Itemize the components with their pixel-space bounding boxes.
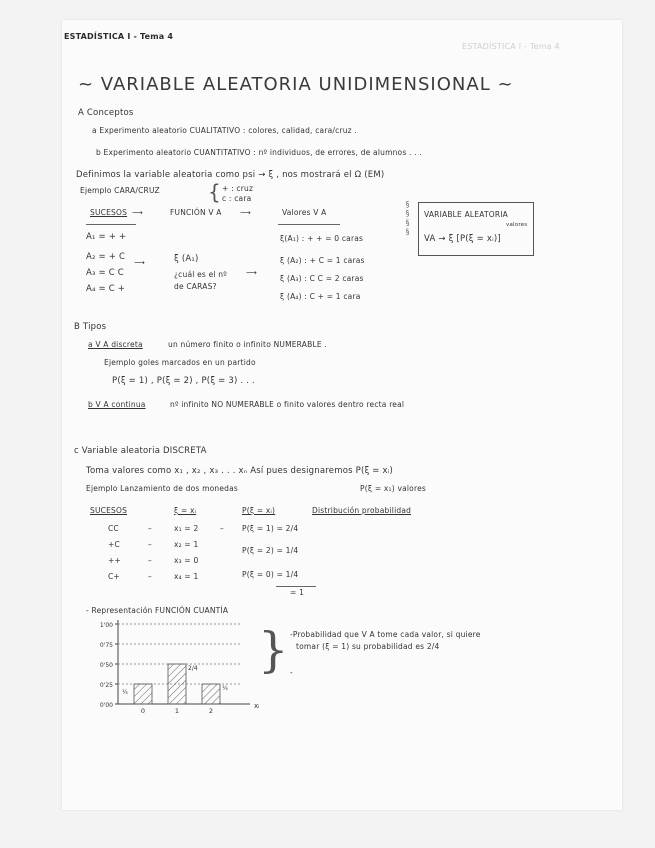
col-xi: ξ = xᵢ: [174, 506, 197, 515]
concept-a-line: a Experimento aleatorio CUALITATIVO : colores, calidad, cara/cruz .: [92, 126, 357, 135]
box-formula: VA → ξ [P(ξ = xᵢ)]: [424, 234, 501, 244]
course-header: ESTADÍSTICA I - Tema 4: [64, 32, 174, 41]
section-c-heading: c Variable aleatoria DISCRETA: [74, 446, 207, 456]
arrow-icon: ⟶: [134, 258, 145, 267]
ejemplo-monedas: Ejemplo Lanzamiento de dos monedas: [86, 484, 239, 493]
brace-cara: c : cara: [222, 194, 252, 203]
discreta-label: a V A discreta: [88, 340, 143, 349]
ejemplo-goles: Ejemplo goles marcados en un partido: [104, 358, 256, 367]
y-tick-label: 0'75: [99, 642, 113, 649]
bar-label: ¼: [222, 685, 228, 692]
suceso-row: A₁ = + +: [86, 232, 127, 242]
col-distribucion: Distribución probabilidad: [312, 506, 412, 515]
x-axis-label: xᵢ: [254, 702, 260, 710]
curly-brace: {: [208, 180, 221, 204]
definimos-line: Definimos la variable aleatoria como psi → ξ , nos mostrará el Ω (EM): [76, 170, 385, 180]
right-brace: }: [258, 622, 289, 678]
col-sucesos: SUCESOS: [90, 208, 128, 217]
ejemplo-cara-cruz: Ejemplo CARA/CRUZ: [80, 186, 160, 195]
underline: [86, 224, 136, 225]
note-dash: -: [290, 668, 293, 677]
bleed-through-header: ESTADÍSTICA I - Tema 4: [462, 42, 560, 51]
col-valores: Valores V A: [282, 208, 327, 217]
dash: –: [148, 572, 152, 581]
suceso-row: A₃ = C C: [86, 268, 124, 278]
goles-probs: P(ξ = 1) , P(ξ = 2) , P(ξ = 3) . . .: [112, 376, 255, 386]
box-valores-label: valores: [506, 222, 528, 228]
dash: –: [148, 556, 152, 565]
col-sucesos-c: SUCESOS: [90, 506, 128, 515]
note-line-2: tomar (ξ = 1) su probabilidad es 2/4: [296, 642, 440, 651]
bar: [134, 684, 152, 704]
continua-label: b V A continua: [88, 400, 146, 409]
concept-b-line: b Experimento aleatorio CUANTITATIVO : nº individuos, de errores, de alumnos . . .: [96, 148, 422, 157]
bar: [168, 664, 186, 704]
x-tick-label: 1: [174, 707, 180, 715]
p-cell: P(ξ = 2) = 1/4: [242, 546, 299, 555]
page-title: ~ VARIABLE ALEATORIA UNIDIMENSIONAL ~: [78, 74, 514, 95]
bar-label: ¼: [122, 689, 128, 696]
valor-row: ξ (A₄) : C + = 1 cara: [280, 292, 361, 301]
valor-row: ξ (A₂) : + C = 1 caras: [280, 256, 365, 265]
suceso-cell: ++: [108, 556, 121, 565]
valor-row: ξ(A₁) : + + = 0 caras: [280, 234, 364, 243]
col-p: P(ξ = xᵢ): [242, 506, 276, 515]
p-cell: P(ξ = 1) = 2/4: [242, 524, 299, 533]
bar-label: 2/4: [188, 665, 198, 672]
xi-cell: x₂ = 1: [174, 540, 199, 549]
suceso-row: A₂ = + C: [86, 252, 126, 262]
arrow-icon: ⟶: [132, 208, 143, 217]
funcion-question-1: ¿cuál es el nº: [174, 270, 227, 279]
y-tick-label: 0'00: [99, 702, 113, 709]
discreta-text: un número finito o infinito NUMERABLE .: [168, 340, 327, 349]
dash: –: [220, 524, 224, 533]
p-cell: P(ξ = 0) = 1/4: [242, 570, 299, 579]
suceso-row: A₄ = C +: [86, 284, 126, 294]
cuantia-chart: [80, 616, 260, 726]
arrow-icon: ⟶: [240, 208, 251, 217]
representacion-heading: - Representación FUNCIÓN CUANTÍA: [86, 606, 229, 615]
p-valores: P(ξ = x₁) valores: [360, 484, 426, 493]
y-tick-label: 0'25: [99, 682, 113, 689]
section-a-heading: A Conceptos: [78, 108, 134, 118]
xi-cell: x₃ = 0: [174, 556, 199, 565]
box-title: VARIABLE ALEATORIA: [424, 210, 509, 219]
col-funcion: FUNCIÓN V A: [170, 208, 222, 217]
xi-cell: x₄ = 1: [174, 572, 199, 581]
brace-cruz: + : cruz: [222, 184, 254, 193]
section-b-heading: B Tipos: [74, 322, 107, 332]
y-tick-label: 1'00: [99, 622, 113, 629]
arrow-icon: ⟶: [246, 268, 257, 277]
funcion-question-2: de CARAS?: [174, 282, 217, 291]
note-line-1: -Probabilidad que V A tome cada valor, si quiere: [290, 630, 481, 639]
y-tick-label: 0'50: [99, 662, 113, 669]
valor-row: ξ (A₃) : C C = 2 caras: [280, 274, 364, 283]
continua-text: nº infinito NO NUMERABLE o finito valores dentro recta real: [170, 400, 405, 409]
funcion-value: ξ (A₁): [174, 254, 199, 264]
x-tick-label: 0: [140, 707, 146, 715]
dash: –: [148, 540, 152, 549]
sum-value: = 1: [290, 588, 305, 597]
dash: –: [148, 524, 152, 533]
underline: [278, 224, 340, 225]
sum-line: [276, 586, 316, 587]
xi-cell: x₁ = 2: [174, 524, 199, 533]
suceso-cell: CC: [108, 524, 119, 533]
suceso-cell: C+: [108, 572, 120, 581]
toma-valores-line: Toma valores como x₁ , x₂ , x₃ . . . xₙ Así pues designaremos P(ξ = xᵢ): [86, 466, 393, 476]
x-tick-label: 2: [208, 707, 214, 715]
spiral-doodle: §§§§: [403, 200, 412, 237]
suceso-cell: +C: [108, 540, 120, 549]
bar: [202, 684, 220, 704]
